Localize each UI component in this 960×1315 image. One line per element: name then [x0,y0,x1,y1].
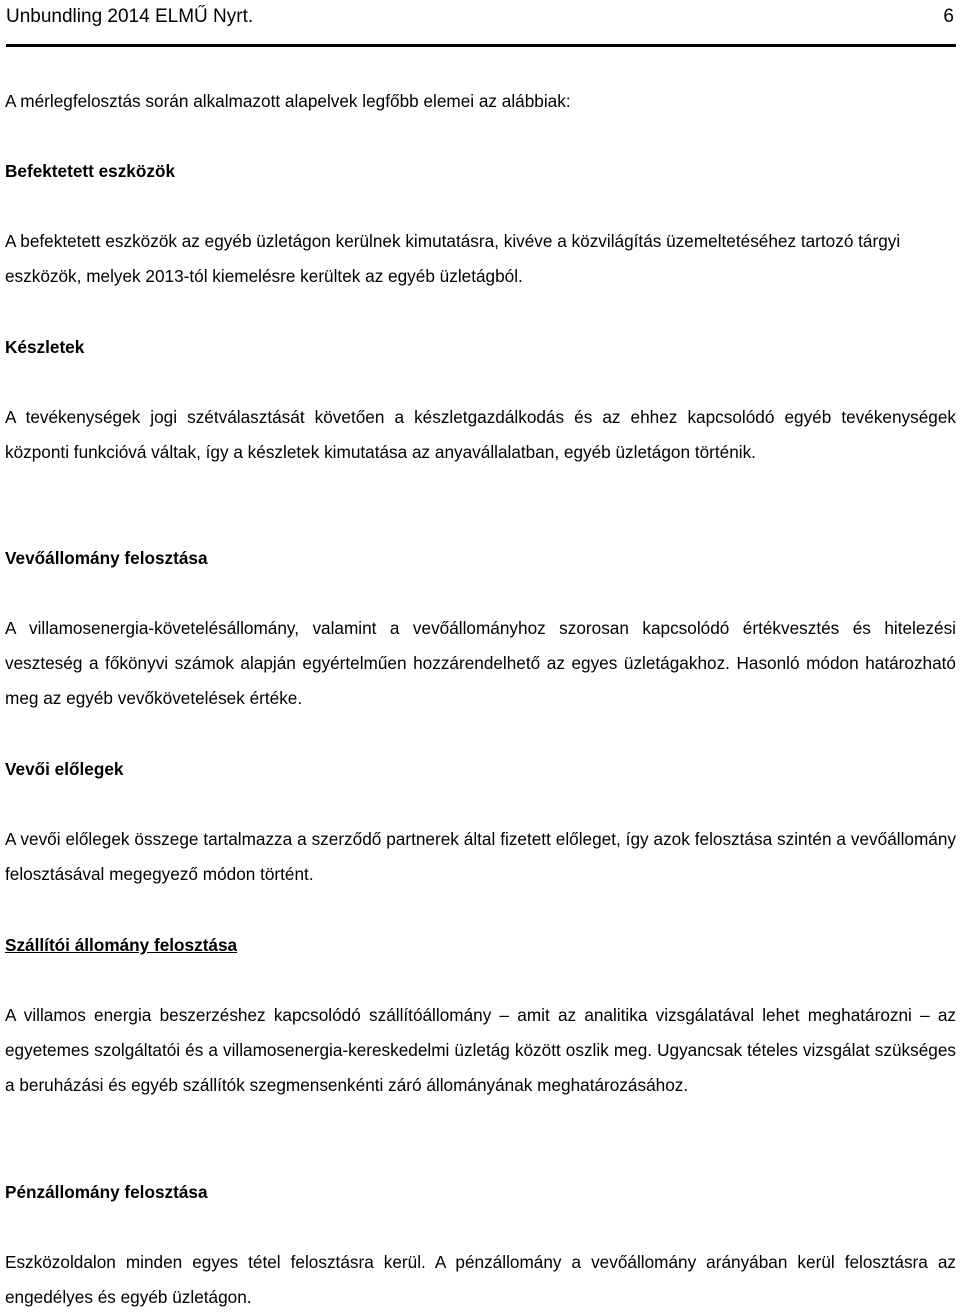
section-paragraph-penzallomany: Eszközoldalon minden egyes tétel felosztásra kerül. A pénzállomány a vevőállomány arányában kerül felosztásra az engedélyes és egyéb üzletágon. [5,1252,956,1308]
section-heading-vevoallomany: Vevőállomány felosztása [5,548,208,568]
header-title: Unbundling 2014 ELMŰ Nyrt. [6,6,254,27]
page-number: 6 [943,6,954,27]
section-heading-keszletek: Készletek [5,337,85,357]
section-paragraph-vevoi-elolegek: A vevői előlegek összege tartalmazza a szerződő partnerek által fizetett előleget, így azok felosztása szintén a vevőállomány felosztásával megegyező módon történt. [5,829,956,885]
section-heading-vevoi-elolegek: Vevői előlegek [5,759,124,779]
intro-paragraph: A mérlegfelosztás során alkalmazott alapelvek legfőbb elemei az alábbiak: [5,91,571,111]
section-paragraph-keszletek: A tevékenységek jogi szétválasztását követően a készletgazdálkodás és az ehhez kapcsolódó egyéb tevékenységek központi funkcióvá váltak, így a készletek kimutatása az anyavállalatban, egyéb üzletágon történik. [5,407,956,463]
section-heading-szallitoi-allomany: Szállítói állomány felosztása [5,935,238,955]
section-heading-befektetett-eszkozok: Befektetett eszközök [5,161,176,181]
section-heading-penzallomany: Pénzállomány felosztása [5,1182,208,1202]
page-header [6,0,956,47]
section-paragraph-befektetett-eszkozok: A befektetett eszközök az egyéb üzletágon kerülnek kimutatásra, kivéve a közvilágítás üzemeltetéséhez tartozó tárgyi eszközök, melyek 2013-tól kiemelésre kerültek az egyéb üzletágból. [5,231,901,287]
section-paragraph-vevoallomany: A villamosenergia-követelésállomány, valamint a vevőállományhoz szorosan kapcsolódó értékvesztés és hitelezési veszteség a főkönyvi számok alapján egyértelműen hozzárendelhető az egyes üzletágakhoz. Hasonló módon határozható meg az egyéb vevőkövetelések értéke. [5,618,956,709]
section-paragraph-szallitoi-allomany: A villamos energia beszerzéshez kapcsolódó szállítóállomány – amit az analitika vizsgálatával lehet meghatározni – az egyetemes szolgáltatói és a villamosenergia-kereskedelmi üzletág között oszlik meg. Ugyancsak tételes vizsgálat szükséges a beruházási és egyéb szállítók szegmensenkénti záró állományának meghatározásához. [5,1005,956,1096]
